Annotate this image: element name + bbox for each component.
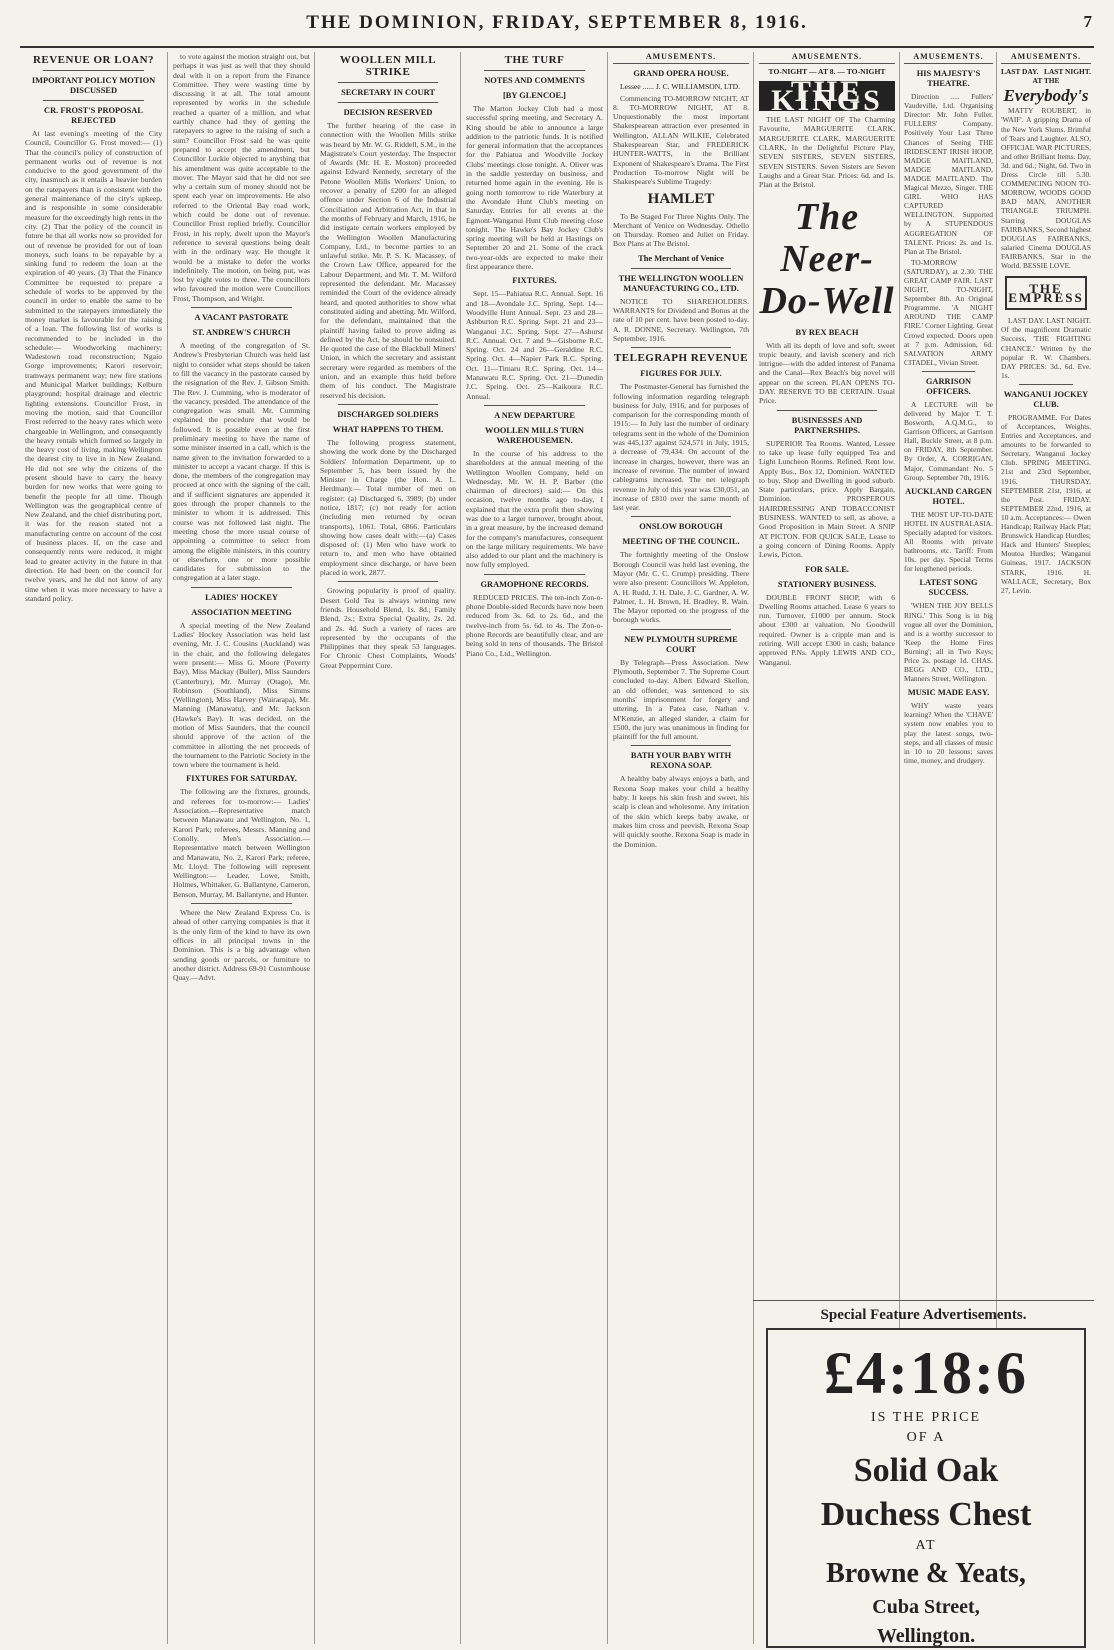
empress-logo: THE EMPRESS bbox=[1005, 276, 1087, 310]
newspaper-title: THE DOMINION, FRIDAY, SEPTEMBER 8, 1916. bbox=[306, 12, 808, 33]
last-night-label: LAST NIGHT. bbox=[1044, 67, 1091, 77]
is-the-price-label: IS THE PRICE bbox=[870, 1410, 982, 1425]
everybodys-logo: Everybody's bbox=[1003, 86, 1089, 106]
article-body: The fortnightly meeting of the Onslow Borough Council was held last evening, the Mayor (Mr. C. C. Crump) presiding. There were also present: Councillors W. Appleton, A. H. Rudd, J. H. Dale, J. C. Gardner, A. W. Palmer, L. H. Brown, H. Bradley, R. Wain. The Mayor reported on the progress of the borough works. bbox=[613, 550, 749, 625]
headline-fixtures: FIXTURES. bbox=[512, 276, 557, 286]
subhead-stationery: STATIONERY BUSINESS. bbox=[777, 579, 877, 589]
at-label: AT bbox=[915, 1538, 937, 1553]
solid-oak-label: Solid Oak bbox=[853, 1452, 999, 1489]
headline-wellington-woollen: THE WELLINGTON WOOLLEN MANUFACTURING CO., LTD. bbox=[618, 273, 744, 293]
article-body: The Marton Jockey Club had a most successful spring meeting, and Secretary A. King should be able to announce a large addition to the patriotic funds. It is notified for general information that the acceptances for the Pahiatua and Woodville Jockey Clubs' meetings close tonight. A. Oliver was in the saddle yesterday on business, and returned home again in the evening. He is going north tomorrow to ride Waterbury at the Avondale Hunt Club's meeting on Saturday. Entries for all events at the Egmont-Wanganui Hunt Club meeting close tonight. The Hawke's Bay Jockey Club's spring meeting will be held at Hastings on September 20 and 21. Some of the crack two-year-olds are expected to make their first appearance there. bbox=[466, 104, 603, 272]
article-body: A special meeting of the New Zealand Ladies' Hockey Association was held last evening, Mr. J. C. Cousins (Auckland) was in the chair, and the following delegates were present:— Miss G. Moore (Poverty Bay), Miss Mackay (Buller), Miss Saunders (Canterbury), Mr. Murray (Otago), Mr. Robinson (Southland), Miss Simms (Wellington), Miss Harvey (Wairarapa), Mr. Manning (Manawatu), and Mr. Jackson (Hawke's Bay). It was decided, on the motion of Miss Saunders, that the council should approve of the action of the committee in allotting the net proceeds of the tournament to the Patriotic Society in the town where the tournament is held. bbox=[173, 620, 310, 770]
column-4 bbox=[460, 52, 608, 1644]
headline-wanganui-jockey: WANGANUI JOCKEY CLUB. bbox=[1003, 389, 1089, 409]
divider bbox=[191, 307, 292, 308]
of-a-label: OF A bbox=[906, 1430, 946, 1445]
neer-do-well-title: The Neer-Do-Well bbox=[759, 195, 895, 322]
subhead-warehousemen: WOOLLEN MILLS TURN WAREHOUSEMEN. bbox=[485, 425, 584, 445]
article-body: The further hearing of the case in connection with the Woollen Mills strike was heard by Mr. W. G. Riddell, S.M., in the Magistrate's Court yesterday. The Inspector of Awards (Mr. H. E. Moston) proceeded against Edward Kennedy, secretary of the Petone Woollen Mills Workers' Union, to recover a penalty of £200 for an alleged offence under Section 6 of the Industrial Conciliation and Arbitration Act, in that in the months of February and March, 1916, he did instigate certain workers employed by the Wellington Woollen Manufacturing Company, Ltd., to become parties to an unlawful strike. Mr. P. S. K. Macassey, of the Crown Law Office, appeared for the Labour Department, and Mr. T. M. Wilford represented the defendant. Mr. Macassey reminded the Court of the evidence already heard, and quoted authorities to show what constituted aiding and abetting. Mr. Wilford, for the defendant, maintained that the plaintiff having failed to prove aiding as defined by the Act, he should be nonsuited. He quoted the case of the Blackball Miners' Union, in which the secretary and assistant secretary were regarded as members of the union, and an example thus held before them of his conduct. The Magistrate reserved his decision. bbox=[320, 121, 456, 400]
subhead-council: MEETING OF THE COUNCIL. bbox=[622, 537, 740, 547]
headline-rexona: BATH YOUR BABY WITH REXONA SOAP. bbox=[630, 751, 732, 771]
headline-turf: THE TURF bbox=[504, 54, 565, 66]
page-number: 7 bbox=[1083, 12, 1092, 31]
amusements-header: AMUSEMENTS. bbox=[613, 52, 749, 64]
subhead-decision: DECISION RESERVED bbox=[343, 108, 433, 117]
opera-body: Commencing TO-MORROW NIGHT, AT 8. TO-MORROW NIGHT, AT 8. Unquestionably the most important Shakespearean attraction ever presented in Wellington, ALLAN WILKIE, Celebrated Shakespearean Star, and FREDERICK HUNTER-WATTS, in the Brilliant Exponent of Shakespeare's Drama. The First Production To-morrow Night will be Shakespeare's Sublime Tragedy: bbox=[613, 93, 749, 187]
kings-logo: THE KINGS bbox=[759, 81, 895, 112]
subhead-proposal: CR. FROST'S PROPOSAL REJECTED bbox=[44, 106, 143, 125]
headline-woollen-strike: WOOLLEN MILL STRIKE bbox=[339, 54, 437, 78]
headline-discharged-soldiers: DISCHARGED SOLDIERS bbox=[337, 409, 439, 419]
merchant-title: The Merchant of Venice bbox=[638, 253, 724, 263]
headline-new-plymouth: NEW PLYMOUTH SUPREME COURT bbox=[624, 634, 738, 654]
headline-vacant-pastorate: A VACANT PASTORATE bbox=[194, 313, 289, 323]
headline-fixtures: FIXTURES FOR SATURDAY. bbox=[186, 774, 297, 784]
firm-name: Browne & Yeats, bbox=[826, 1558, 1026, 1589]
divider bbox=[631, 516, 731, 517]
article-body: to vote against the motion straight out, but perhaps it was just as well that they should deal with it on a report from the Finance Committee. They were wasting time by discussing it at all. The total amount represented by works in the schedule reached a quarter of a million, and what earthly chance had they of getting the ratepayers to agree to the raising of such a sum? Councillor Frost said he was quite prepared to accept the amendment, but Councillor Luckie objected to anything that his amendment was quite acceptable to the mover. The Mayor said that he did not see why a certain sum of money should not be spent each year on improvements. He also referred to the Oriental Bay road work, which could be done out of revenue. Councillor Frost replied briefly. Councillor Frost, in his reply, dwelt upon the Mayor's reference to several questions being dealt with in the ordinary way. He thought it would be a mistake to defer the works indefinitely. The motion, on being put, was lost by eight votes to three. The councillors who favoured the motion were Councillors Frost, Thompson, and Wright. bbox=[173, 52, 310, 303]
subhead-association: ASSOCIATION MEETING bbox=[191, 607, 292, 617]
divider bbox=[338, 404, 438, 405]
divider bbox=[631, 268, 731, 269]
advertisement: WHY waste years learning? When the 'CHAVE' system now enables you to play the latest songs, two-steps, and all classes of music in 10 to 20 lessons; saves time, money, and drudgery. bbox=[904, 701, 993, 765]
camp-fair-body: TO-MORROW (SATURDAY), at 2.30. THE GREAT CAMP FAIR. LAST NIGHT, TO-NIGHT, September 8th. An Original Programme. 'A NIGHT AROUND THE CAMP FIRE.' Corner Lighting. Great Crowd expected. Doors open at 7 p.m. Admission, 6d. SALVATION ARMY CITADEL, Vivian Street. bbox=[904, 257, 993, 367]
divider bbox=[338, 102, 438, 103]
divider bbox=[922, 371, 975, 372]
divider bbox=[484, 70, 585, 71]
divider bbox=[484, 405, 585, 406]
firm-city: Wellington. bbox=[876, 1625, 976, 1647]
advertisement: 'WHEN THE JOY BELLS RING.' This Song is in big vogue all over the Dominion, and is a worthy successor to 'Keep the Home Fires Burning'; all in Two Keys; Price 2s. postage 1d. CHAS. BEGG AND CO., LTD., Manners Street, Wellington. bbox=[904, 601, 993, 684]
column-1 bbox=[20, 52, 167, 1644]
divider bbox=[777, 410, 877, 411]
headline-music: MUSIC MADE EASY. bbox=[907, 688, 990, 698]
last-day-row bbox=[1001, 67, 1091, 76]
column-5 bbox=[607, 52, 754, 1644]
subhead-notes: NOTES AND COMMENTS bbox=[484, 76, 585, 85]
opera-house-title: GRAND OPERA HOUSE. bbox=[633, 69, 729, 79]
article-body: At last evening's meeting of the City Council, Councillor G. Frost moved:— (1) That the council's policy of construction of permanent works out of revenue is not conducive to the good government of the city, inasmuch as it entails a heavier burden on the ratepayers than is consistent with the general maintenance of the city's upkeep, and is responsible in some considerable measure for the exceedingly high rents in the city. (2) That the policy of the council in future be that all works now so provided for out of revenue be provided for out of loan moneys, such loans to be repayable by a sinking fund to redeem the loan at the expiration of 40 years. (3) That the Finance Committee be requested to prepare a schedule of works to be approved by the council in order to enable the same to be submitted to the ratepayers immediately the money market is favourable for the raising of a loan. The following list of works is recommended to be included in the schedule:— Woodworking machinery; Wadestown road reconstruction; Ngaio Gorge improvements; Karori reservoir; tramways permanent way; new fire stations and Municipal Market buildings; Kelburn playground; hospital drainage and electric lighting extensions. Councillor Frost, in moving the motion, said that Councillor Frost referred to the heavy rates which were chargeable in Wellington, and consequently the heavy rentals which formed so largely in the heavy cost of living, making Wellington the dearest city to live in in New Zealand. He did not see why the citizens of the present should have to carry the heavy burden for new works that were going to benefit the people for all time. Though Wellington was the geographical centre of New Zealand, and the chief distributing port, it was for the reason stated not a manufacturing centre on account of the cost of business places. If, on the case and consequently rents were reduced, it might lead to greater activity in the future in that direction. He had been on the council for twelve years, and he did not know of any time when it was more necessary to have a standard policy. bbox=[25, 129, 162, 603]
theatre-body: Direction ..... Fullers' Vaudeville, Ltd. Organising Director: Mr. John Fuller. FULLERS' Company. Positively Your Last Three Chances of Seeing THE IRIDESCENT IRISH HOOP, MADGE MAITLAND, MADGE MAITLAND, MADGE MAITLAND. The Magical Mezzo, Singer. THE GIRL WHO HAS CAPTURED WELLINGTON. Supported by A STUPENDOUS AGGREGATION OF TALENT. Prices: 2s. and 1s. Plan at The Bristol. bbox=[904, 92, 993, 256]
opera-lessee: Lessee ...... J. C. WILLIAMSON, LTD. bbox=[620, 82, 741, 92]
divider bbox=[484, 574, 585, 575]
headline-gramophone: GRAMOPHONE RECORDS. bbox=[480, 579, 589, 589]
subhead-secretary: SECRETARY IN COURT bbox=[341, 88, 435, 97]
kings-body: THE LAST NIGHT OF The Charming Favourite, MARGUERITE CLARK, MARGUERITE CLARK, MARGUERITE CLARK, In the Delightful Picture Play, SEVEN SISTERS, SEVEN SISTERS, SEVEN SISTERS. Seven Sisters are Seven Laughs and a Great Star. Prices: 6d. and 1s. Plan at the Bristol. bbox=[759, 115, 895, 190]
headline-telegraph: TELEGRAPH REVENUE bbox=[613, 352, 749, 365]
divider bbox=[43, 70, 144, 71]
empress-body: LAST DAY. LAST NIGHT. Of the magnificent Dramatic Success, 'THE FIGHTING CHANCE.' Written by the popular R. W. Chambers. DAY PRICES: 3d., 6d. Eve. 1s. bbox=[1001, 316, 1091, 380]
headline-ladies-hockey: LADIES' HOCKEY bbox=[205, 592, 278, 602]
his-majestys-title: HIS MAJESTY'S THEATRE. bbox=[916, 69, 981, 89]
firm-street: Cuba Street, bbox=[872, 1596, 980, 1618]
divider bbox=[191, 903, 292, 904]
divider bbox=[1019, 384, 1073, 385]
tonight-banner: TO-NIGHT — AT 8. — TO-NIGHT bbox=[768, 67, 886, 77]
price: £4:18:6 bbox=[824, 1340, 1028, 1406]
headline-for-sale: FOR SALE. bbox=[805, 564, 849, 574]
duchess-chest-label: Duchess Chest bbox=[820, 1496, 1032, 1533]
advertisement: THE MOST UP-TO-DATE HOTEL IN AUSTRALASIA. Specially adapted for visitors. All Rooms with private bathrooms, etc. Tariff: From 10s. per day. Special Terms for lengthened periods. bbox=[904, 509, 993, 574]
headline-businesses: BUSINESSES AND PARTNERSHIPS. bbox=[791, 415, 863, 435]
racing-programme: PROGRAMME. For Dates of Acceptances, Weights, Entries and Acceptances, and amounts to be forwarded to Secretary, Wanganui Jockey Club. SPRING MEETING. 21st and 23rd September, 1916. THURSDAY, SEPTEMBER 21st, 1916, at the Post. FRIDAY, SEPTEMBER 22nd, 1916, at 10 a.m. Acceptances:— Owen Handicap; Railway Hack Plat; Brunswick Handicap Hurdles; Hack and Hunters' Steeples; Moutoa Hurdles; Wanganui Guineas, 1917. JACKSON STARK, 1916. H. WALLACE, Secretary, Box 27, Levin. bbox=[1001, 412, 1091, 595]
advertisement: Where the New Zealand Express Co. is ahead of other carrying companies is that it is the only firm of the kind to have its own offices in all principal towns in the Dominion. This is a big advantage when sending goods or parcels, or furniture to another district. Address 69-91 Customhouse Quay.—Advt. bbox=[173, 908, 310, 983]
subhead-figures: FIGURES FOR JULY. bbox=[640, 369, 722, 379]
classifieds: DOUBLE FRONT SHOP, with 6 Dwelling Rooms attached. Lease 6 years to run. Turnover, £1000 per annum. Stock about £300 at valuation. No Goodwill required. Owner is a cripple man and is retiring. Will accept £300 in cash; balance approved P.Ns. Apply LEWIS AND CO., Wanganui. bbox=[759, 592, 895, 667]
headline-garrison: GARRISON OFFICERS. bbox=[925, 376, 972, 396]
article-body: The following are the fixtures, grounds, and referees for to-morrow:— Ladies' Association.—Representative match between Manawatu and Wellington, No. 1, Karori Park; referees, Messrs. Manning and Conolly. Men's Association.—Representative match between Wellington and Manawatu, No. 2, Karori Park; referee, Mr. Lloyd. The following will represent Wellington:— Leader, Lowe, Smith, Holmes, Whittaker, G. Ballantyne, Cameron, Benson, Murray, M. Ballantyne, and Hunter. bbox=[173, 787, 310, 899]
byline: [BY GLENCOE.] bbox=[503, 91, 566, 100]
special-feature-label: Special Feature Advertisements. bbox=[820, 1307, 1027, 1323]
column-2 bbox=[167, 52, 315, 1644]
subhead-st-andrews: ST. ANDREW'S CHURCH bbox=[192, 328, 291, 338]
subhead-what-happens: WHAT HAPPENS TO THEM. bbox=[332, 424, 444, 434]
last-day-label: LAST DAY. bbox=[1001, 67, 1039, 77]
article-body: The following progress statement, showing the work done by the Discharged Soldiers' Information Department, up to September 5, has been issued by the Minister in Charge (the Hon. A. L. Herdman):— Total number of men on register: (a) Discharged 6, 3989; (b) under notice, 1817; (c) not ready for action (including men returned by ocean transports), 1061. Total, 6866. Particulars showing how cases dealt with:—(a) Cases disposed of: (1) Men who have work to return to, and men who have obtained employment since discharge, or have been placed in work, 2877. bbox=[320, 437, 456, 578]
article-body: By Telegraph—Press Association. New Plymouth, September 7. The Supreme Court concluded to-day. Albert Edward Skellon, an old offender, was sentenced to six months' imprisonment for forgery and uttering. In a Patea case, Nathan v. M'Kenzie, an alleged slander, a claim for £500, the jury was unanimous in finding for plaintiff for the full amount. bbox=[613, 657, 749, 742]
neer-byline: BY REX BEACH bbox=[795, 327, 859, 337]
headline-onslow: ONSLOW BOROUGH bbox=[639, 522, 723, 532]
divider bbox=[631, 629, 731, 630]
headline-auckland-hotel: AUCKLAND CARGEN HOTEL. bbox=[905, 486, 992, 506]
special-feature-section bbox=[753, 1300, 1094, 1328]
divider bbox=[43, 100, 144, 101]
headline-new-departure: A NEW DEPARTURE bbox=[494, 410, 575, 420]
everybodys-body: MATTY ROUBERT, in 'WAIF'. A gripping Drama of the New York Slums. Brimful of Tears and Laughter. ALSO, OFFICIAL WAR PICTURES, and other Brilliant Items. Day, 3d. and 6d.; Night, 6d. Two in Dress Circle till 5.30. COMMENCING NOON TO-MORROW, WOODS GOOD BAD MAN, ANOTHER TRIANGLE TRIUMPH. Starring DOUGLAS FAIRBANKS, Second highest DOUGLAS FAIRBANKS, salaried Cinema DOUGLAS FAIRBANKS, Star in the World. BESSIE LOVE. bbox=[1001, 106, 1091, 270]
article-body: A meeting of the congregation of St. Andrew's Presbyterian Church was held last night to consider what steps should be taken to fill the vacancy in the pastorate caused by the resignation of the Rev. J. Gibson Smith. The Rev. J. Cumming, who is moderator of the vacancy, presided. The attendance of the congregation was small. Mr. Cumming explained the procedure that would be followed. It is possible even at the first preliminary meeting to have the name of some minister inserted in a call, which is the name given to the invitation forwarded to a minister to accept a vacant charge. If this is done, the members of the congregation may proceed at once with the signing of the call, and if sufficient signatures are appended it goes through the proper channels to the minister to whom it is addressed. This course was not followed last night. The meeting chose the more usual course of appointing a committee to select from among the eligible ministers, in this country or elsewhere, one or more possible candidates for submission to the congregation at a later stage. bbox=[173, 341, 310, 583]
column-3 bbox=[314, 52, 461, 1644]
divider bbox=[191, 587, 292, 588]
neer-body: With all its depth of love and soft, sweet tropic beauty, and lavish scenery and rich intrigue—with the added interest of Panama and the Canal—Rex Beach's big novel will appear on the screen. PLAN OPENS TO-DAY. RESERVE TO BE CERTAIN. Usual Price. bbox=[759, 340, 895, 406]
notice-body: A LECTURE will be delivered by Major T. T. Bosworth, A.Q.M.G., to Garrison Officers, at Garrison Hall, Buckle Street, at 8 p.m. on FRIDAY, 8th September. By Order, A. CORRIGAN, Major, Commandant No. 5 Group. September 7th, 1916. bbox=[904, 399, 993, 482]
amusements-header: AMUSEMENTS. bbox=[759, 52, 895, 64]
divider bbox=[631, 745, 731, 746]
opera-body: To Be Staged For Three Nights Only. The Merchant of Venice on Wednesday. Othello on Thursday. Romeo and Juliet on Friday. Box Plans at The Bristol. bbox=[613, 211, 749, 249]
classifieds: SUPERIOR Tea Rooms. Wanted, Lessee to take up lease fully equipped Tea and Light Luncheon Rooms. Refined. Rent low. Apply Bus., Box 12, Dominion. WANTED to buy, Shop and Dwelling in good suburb. State particulars, price. Apply Bargain, Dominion. PROSPEROUS HAIRDRESSING AND TOBACCONIST BUSINESS. WANTED to sell, as above, a Good Proposition in Main Street. A SNIP AT PICTON. FOR QUICK SALE, Lease to a going concern of Dining Rooms. Apply Lewis, Picton. bbox=[759, 438, 895, 560]
amusements-header: AMUSEMENTS. bbox=[1001, 52, 1091, 64]
advertisement: REDUCED PRICES. The ten-inch Zon-o-phone Double-sided Records have now been reduced from 3s. 6d. to 2s. 6d., and the twelve-inch from 5s. 6d. to 4s. The Zon-o-phone Records are beautifully clear, and are being sold in tens of thousands. The Bristol Piano Co., Ltd., Wellington. bbox=[466, 592, 603, 658]
headline-songs: LATEST SONG SUCCESS. bbox=[919, 578, 978, 598]
advertisement: A healthy baby always enjoys a bath, and Rexona Soap makes your child a healthy baby. It keeps his skin fresh and sweet, his scalp is clean and wholesome. Any irritation of the skin which keeps baby awake, or makes him cross and peevish, Rexona Soap will quickly soothe. Rexona Soap is made in the Dominion. bbox=[613, 774, 749, 849]
at-the-label: AT THE bbox=[1032, 76, 1060, 86]
divider bbox=[631, 347, 731, 348]
headline-revenue: REVENUE OR LOAN? bbox=[32, 54, 155, 66]
advertisement: Growing popularity is proof of quality. Desert Gold Tea is always winning new friends. Household Blend, 1s. 8d.; Family Blend, 2s.; Extra Special Quality, 2s. 2d. and 2s. 4d. Such a variety of races are represented by the occupants of the Philippines that they speak 53 languages. For Chronic Chest Complaints, Woods' Great Peppermint Cure. bbox=[320, 586, 456, 670]
divider bbox=[338, 82, 438, 83]
subhead-policy-motion: IMPORTANT POLICY MOTION DISCUSSED bbox=[31, 76, 156, 95]
masthead bbox=[20, 6, 1094, 48]
article-body: In the course of his address to the shareholders at the annual meeting of the Wellington Woollen Company, held on Wednesday, Mr. W. H. P. Barber (the chairman of directors) said:— On this occasion, twelve months ago to-day, I explained that the extra profit then showing was due to a larger turnover, brought about, in a great measure, by the increased demand for the company's manufactures, consequent on the large military requirements. We have also added to our plant and the machinery is now fully employed. bbox=[466, 448, 603, 570]
amusements-header: AMUSEMENTS. bbox=[904, 52, 993, 64]
article-body: The Postmaster-General has furnished the following information regarding telegraph business for July, 1916, and for purposes of comparison for the corresponding month of 1915:— In July last the number of ordinary telegrams sent in the whole of the Dominion was 445,137 against 524,571 in July, 1915, a decrease of 79,434. On account of the increase in charges, however, there was an increase of revenue. The number of inward cablegrams increased. The net telegraph revenue in July of this year was £30,051, an increase of £810 over the same month of last year. bbox=[613, 382, 749, 513]
hamlet-title: HAMLET bbox=[647, 190, 715, 207]
notice-body: NOTICE TO SHAREHOLDERS. WARRANTS for Dividend and Bonus at the rate of 10 per cent. have been posted to-day. A. R. DONNE, Secretary. Wellington, 7th September, 1916. bbox=[613, 296, 749, 343]
duchess-chest-ad bbox=[766, 1328, 1086, 1648]
fixtures-list: Sept. 15—Pahiatua R.C. Annual. Sept. 16 and 18—Avondale J.C. Spring. Sept. 14—Woodville Hunt Annual. Sept. 23 and 28—Ashburton R.C. Spring. Sept. 21 and 23—Wanganui J.C. Spring. Sept. 27—Ashurst R.C. Annual. Oct. 7 and 9—Gisborne R.C. Spring. Oct. 24 and 26—Geraldine R.C. Spring. Oct. 4—Napier Park R.C. Spring. Oct. 11—Timaru R.C. Spring. Oct. 14—Manawatu R.C. Spring. Oct. 21—Dunedin J.C. Spring. Oct. 25—Kaikoura R.C. Annual. bbox=[466, 289, 603, 401]
divider bbox=[338, 581, 438, 582]
